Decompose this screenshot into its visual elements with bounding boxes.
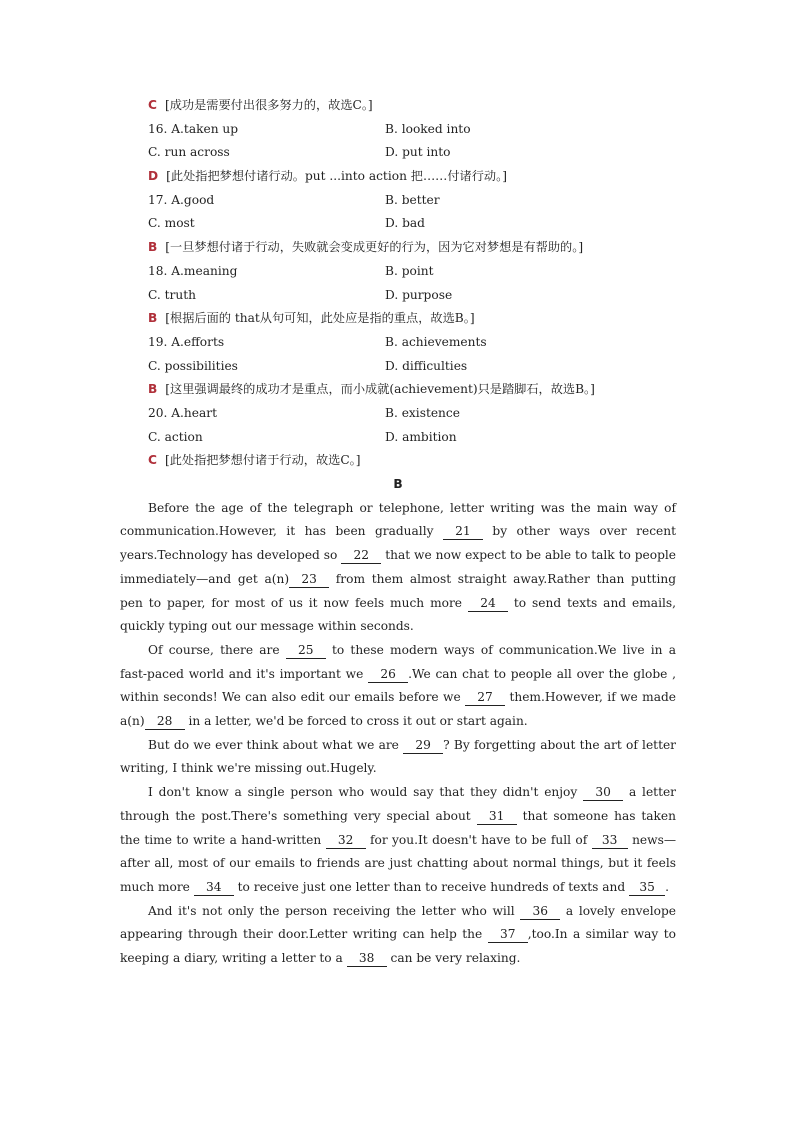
blank-27: 27 xyxy=(465,690,505,706)
option-a: 16. A.taken up xyxy=(148,121,239,136)
passage-text: Of course, there are xyxy=(148,642,286,657)
option-c: C. possibilities xyxy=(148,358,238,373)
passage-text: I don't know a single person who would say that they didn't enjoy xyxy=(148,785,584,800)
option-c: C. truth xyxy=(148,287,196,302)
answer-letter: C xyxy=(148,453,157,468)
passage-text: And it's not only the person receiving the letter who will xyxy=(148,903,521,918)
passage-text: from them almost straight away.Rather than putting pen to paper, for most of us it now feels much more xyxy=(120,571,676,610)
option-line xyxy=(120,331,676,355)
passage-text: ? By forgetting about the art of letter writing, I think we're missing out.Hugely. xyxy=(120,737,677,776)
passage-paragraph xyxy=(120,497,676,639)
passage-text: Before the age of the telegraph or telephone, letter writing was the main way of communication.However, it has been gradually xyxy=(120,500,676,539)
passage-text: to receive just one letter than to receive hundreds of texts and xyxy=(233,879,630,894)
answer-line xyxy=(120,94,676,118)
blank-35: 35 xyxy=(629,880,665,896)
option-line xyxy=(120,141,676,165)
option-line xyxy=(120,212,676,236)
option-d: D. purpose xyxy=(385,287,453,302)
passage-text: a letter through the post.There's something very special about xyxy=(120,785,677,823)
blank-30: 30 xyxy=(583,785,623,801)
section-title: B xyxy=(393,477,403,491)
blank-28: 28 xyxy=(145,714,185,730)
option-b: B. point xyxy=(385,263,434,278)
blank-21: 21 xyxy=(443,524,483,540)
answer-letter: B xyxy=(148,240,158,255)
passage-text: by other ways over recent years.Technology has developed so xyxy=(120,524,676,563)
passage-text: to these modern ways of communication.We live in a fast-paced world and it's important we xyxy=(120,642,676,681)
option-a: 17. A.good xyxy=(148,192,215,207)
blank-25: 25 xyxy=(286,643,326,659)
passage-paragraph xyxy=(120,781,676,900)
passage-text: that we now expect to be able to talk to people immediately—and get a(n) xyxy=(120,548,676,586)
answer-line xyxy=(120,449,676,473)
option-d: D. put into xyxy=(385,145,451,160)
option-line xyxy=(120,118,676,142)
option-c: C. most xyxy=(148,216,195,231)
answer-explanation: [这里强调最终的成功才是重点，而小成就(achievement)只是踏脚石，故选B。] xyxy=(165,382,595,397)
blank-24: 24 xyxy=(468,596,508,612)
option-c: C. action xyxy=(148,429,203,444)
passage-text: ,too.In a similar way to keeping a diary, writing a letter to a xyxy=(120,927,676,966)
passage-paragraph xyxy=(120,900,676,971)
option-line xyxy=(120,426,676,450)
option-line xyxy=(120,355,676,379)
option-line xyxy=(120,260,676,284)
passage-text: .We can chat to people all over the globe , within seconds! We can also edit our emails before we xyxy=(120,666,676,705)
blank-31: 31 xyxy=(477,809,517,825)
passage-text: . xyxy=(665,879,669,894)
answer-line xyxy=(120,307,676,331)
passage-text: a lovely envelope appearing through their door.Letter writing can help the xyxy=(120,903,676,942)
passage-text: for you.It doesn't have to be full of xyxy=(365,832,592,847)
option-line xyxy=(120,402,676,426)
blank-38: 38 xyxy=(347,951,387,967)
option-b: B. achievements xyxy=(385,334,487,349)
blank-37: 37 xyxy=(488,927,528,943)
option-a: 18. A.meaning xyxy=(148,263,238,278)
answer-letter: C xyxy=(148,98,157,112)
option-d: D. ambition xyxy=(385,429,457,444)
answer-explanation: [根据后面的 that从句可知，此处应是指的重点，故选B。] xyxy=(165,311,475,326)
answer-line xyxy=(120,236,676,260)
passage-text: in a letter, we'd be forced to cross it out or start again. xyxy=(184,714,528,729)
answer-line xyxy=(120,165,676,189)
answer-letter: D xyxy=(148,169,159,184)
answer-letter: B xyxy=(148,382,158,397)
blank-23: 23 xyxy=(289,572,329,588)
option-b: B. existence xyxy=(385,405,460,420)
option-a: 20. A.heart xyxy=(148,405,217,420)
answer-line xyxy=(120,378,676,402)
blank-36: 36 xyxy=(520,904,560,920)
blank-32: 32 xyxy=(326,833,366,849)
passage-text: that someone has taken the time to write a hand-written xyxy=(120,808,676,847)
answer-letter: B xyxy=(148,311,158,326)
blank-29: 29 xyxy=(403,738,443,754)
passage-text: them.However, if we made a(n) xyxy=(120,690,676,729)
document-page xyxy=(120,94,676,971)
option-d: D. difficulties xyxy=(385,358,468,373)
passage-text: news—after all, most of our emails to friends are just chatting about normal things, but it feels much more xyxy=(120,832,677,894)
option-a: 19. A.efforts xyxy=(148,334,225,349)
passage-text: But do we ever think about what we are xyxy=(148,737,404,752)
passage-text: can be very relaxing. xyxy=(386,951,521,966)
option-line xyxy=(120,284,676,308)
blank-33: 33 xyxy=(592,833,628,849)
answer-explanation: [成功是需要付出很多努力的，故选C。] xyxy=(164,98,373,112)
option-b: B. looked into xyxy=(385,121,471,136)
option-c: C. run across xyxy=(148,145,230,160)
blank-26: 26 xyxy=(368,667,408,683)
option-line xyxy=(120,189,676,213)
answer-explanation: [此处指把梦想付诸于行动，故选C。] xyxy=(164,453,361,468)
passage-text: to send texts and emails, quickly typing out our message within seconds. xyxy=(120,595,676,634)
answer-explanation: [此处指把梦想付诸行动。put ...into action 把……付诸行动。] xyxy=(166,169,507,184)
option-b: B. better xyxy=(385,192,440,207)
option-d: D. bad xyxy=(385,216,425,231)
answer-explanation: [一旦梦想付诸于行动，失败就会变成更好的行为，因为它对梦想是有帮助的。] xyxy=(165,240,584,255)
blank-34: 34 xyxy=(194,880,234,896)
passage-paragraph xyxy=(120,734,676,781)
passage-paragraph xyxy=(120,639,676,734)
blank-22: 22 xyxy=(341,548,381,564)
